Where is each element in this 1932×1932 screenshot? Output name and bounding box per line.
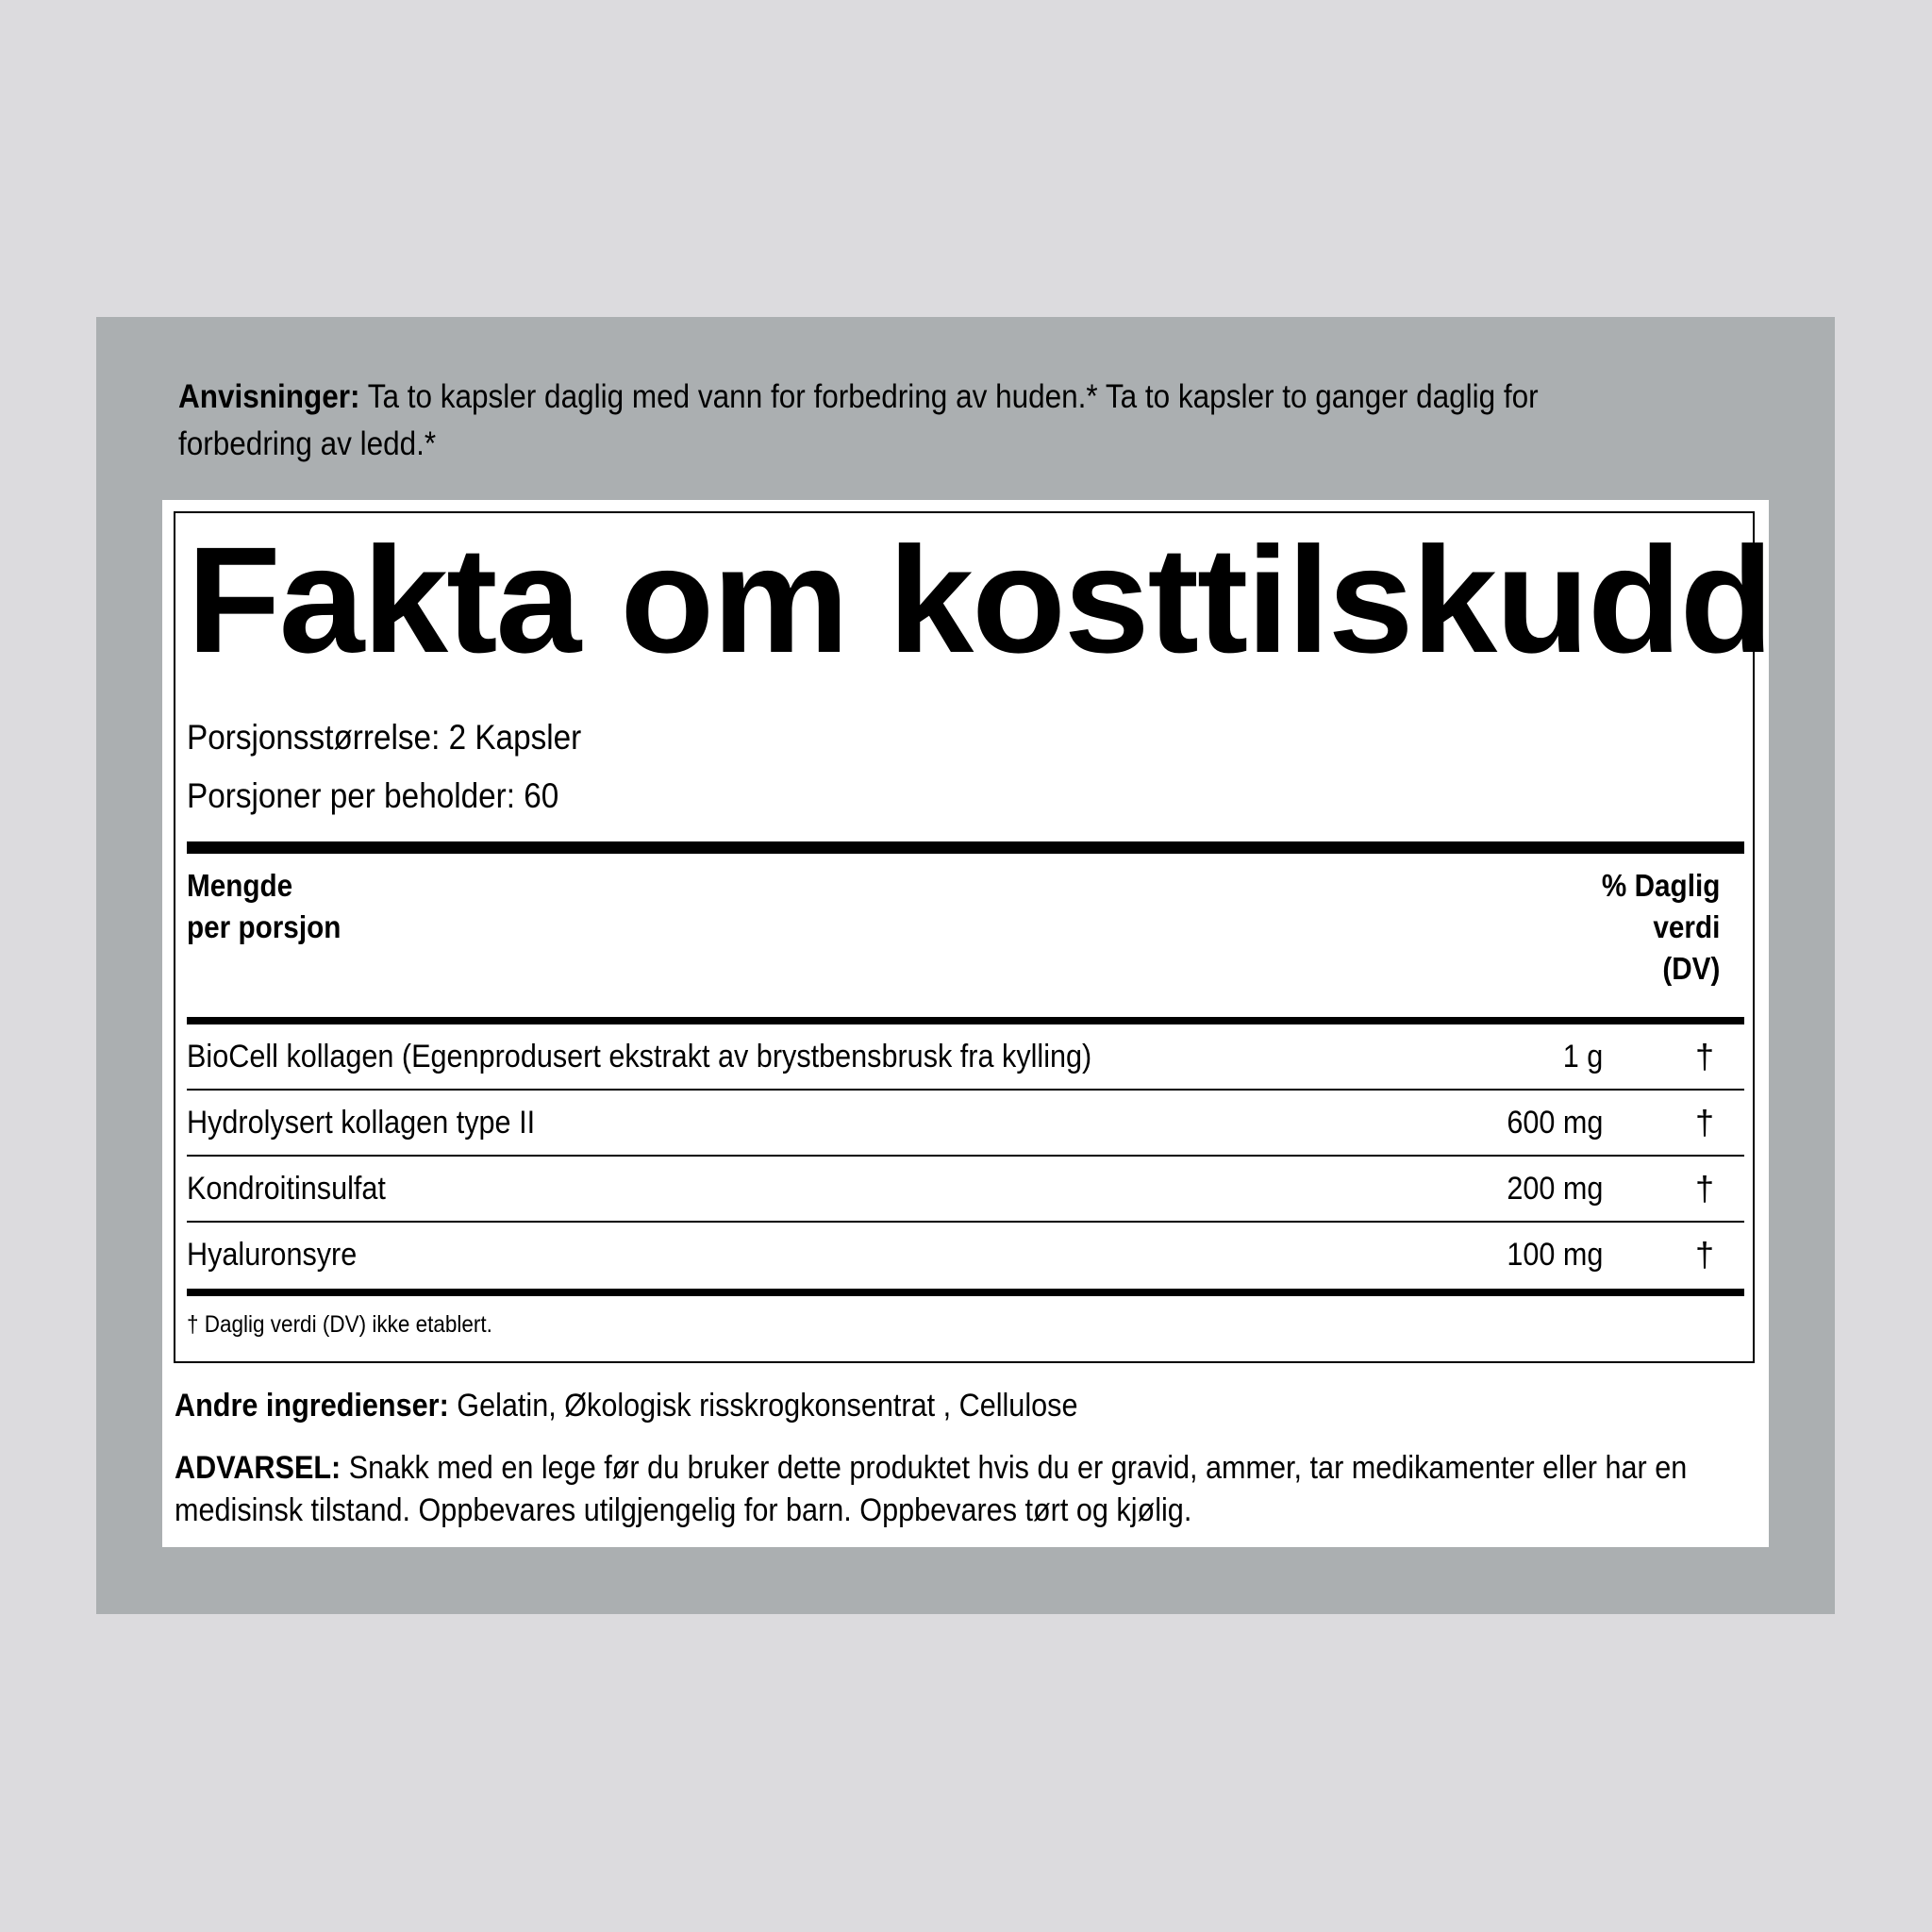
ingredient-name: Hydrolysert kollagen type II	[187, 1105, 536, 1141]
ingredient-dv: †	[1694, 1037, 1714, 1075]
table-row	[187, 1091, 1744, 1157]
thick-rule-bottom	[187, 1289, 1744, 1296]
header-left-line2: per porsjon	[187, 909, 341, 944]
header-right-line1: % Daglig	[1601, 868, 1720, 903]
amount-per-serving-header	[187, 865, 341, 948]
facts-title: Fakta om kosttilskudd	[187, 515, 1773, 684]
header-right-line2: verdi	[1653, 909, 1720, 944]
thick-rule-top	[187, 841, 1744, 854]
warning-text	[175, 1447, 1754, 1532]
ingredient-name: BioCell kollagen (Egenprodusert ekstrakt av brystbensbrusk fra kylling)	[187, 1039, 1092, 1074]
ingredient-dv: †	[1694, 1103, 1714, 1141]
ingredient-amount: 100 mg	[1506, 1237, 1603, 1273]
table-row	[187, 1157, 1744, 1223]
ingredient-amount: 1 g	[1562, 1039, 1603, 1074]
daily-value-header	[1602, 865, 1720, 990]
directions-body: Ta to kapsler daglig med vann for forbedring av huden.* Ta to kapsler to ganger daglig for forbedring av ledd.*	[178, 378, 1539, 462]
other-ingredients-label: Andre ingredienser:	[175, 1388, 449, 1424]
servings-per-container: Porsjoner per beholder: 60	[187, 776, 559, 815]
directions-text	[178, 374, 1639, 468]
dv-footnote: † Daglig verdi (DV) ikke etablert.	[187, 1311, 492, 1338]
supplement-facts-box	[174, 511, 1773, 1363]
serving-size: Porsjonsstørrelse: 2 Kapsler	[187, 718, 582, 757]
other-ingredients-text: Gelatin, Økologisk risskrogkonsentrat , Cellulose	[448, 1388, 1078, 1424]
ingredient-name: Kondroitinsulfat	[187, 1171, 386, 1207]
table-row	[187, 1223, 1744, 1289]
ingredient-dv: †	[1694, 1169, 1714, 1208]
ingredient-dv: †	[1694, 1235, 1714, 1274]
white-card	[162, 500, 1773, 1547]
warning-label: ADVARSEL:	[175, 1450, 341, 1486]
warning-body: Snakk med en lege før du bruker dette produktet hvis du er gravid, ammer, tar medikamenter eller har en medisinsk tilstand. Oppbevares utilgjengelig for barn. Oppbevares tørt og kjølig.	[175, 1450, 1688, 1528]
medium-rule	[187, 1017, 1744, 1024]
header-right-line3: (DV)	[1661, 951, 1720, 986]
directions-label: Anvisninger:	[178, 378, 360, 415]
ingredient-amount: 200 mg	[1506, 1171, 1603, 1207]
header-left-line1: Mengde	[187, 868, 293, 903]
ingredient-name: Hyaluronsyre	[187, 1237, 358, 1273]
label-panel	[96, 317, 1835, 1614]
other-ingredients	[175, 1385, 1077, 1426]
ingredient-amount: 600 mg	[1506, 1105, 1603, 1141]
table-row	[187, 1024, 1744, 1091]
